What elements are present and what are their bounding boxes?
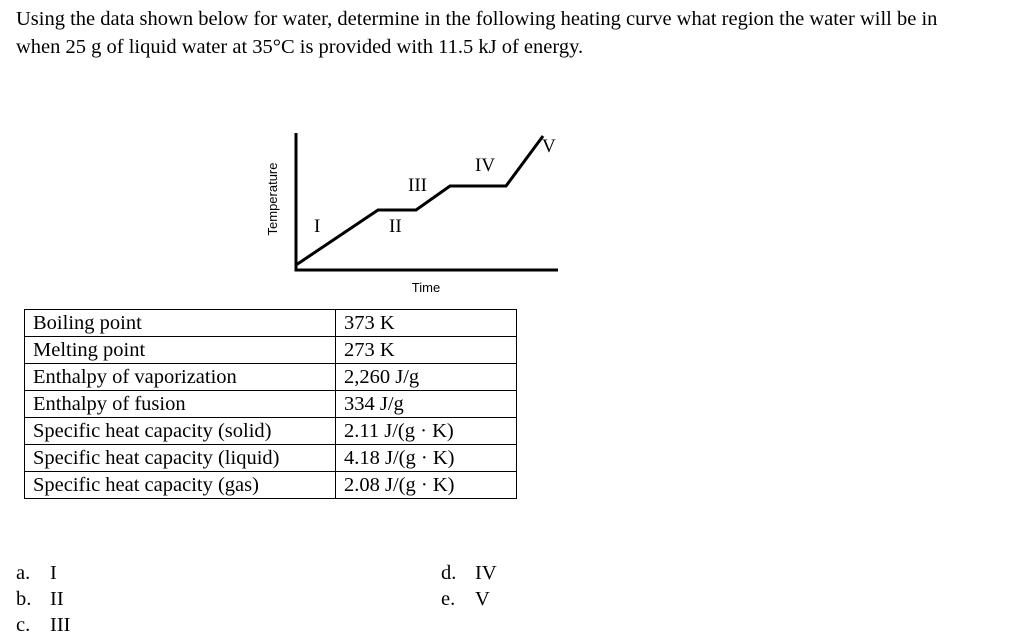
property-name: Boiling point bbox=[25, 310, 336, 337]
question-text bbox=[16, 5, 1016, 61]
region-label-i: I bbox=[314, 216, 321, 237]
option-d[interactable] bbox=[441, 560, 497, 586]
option-text: IV bbox=[475, 562, 497, 584]
table-row bbox=[25, 310, 517, 337]
property-value: 4.18 J/(g · K) bbox=[336, 445, 517, 472]
option-letter: a. bbox=[16, 562, 31, 584]
option-text: V bbox=[475, 588, 490, 610]
water-properties-table bbox=[24, 309, 517, 499]
property-value: 2.08 J/(g · K) bbox=[336, 472, 517, 499]
property-name: Enthalpy of vaporization bbox=[25, 364, 336, 391]
property-value: 373 K bbox=[336, 310, 517, 337]
region-label-ii: II bbox=[389, 216, 402, 237]
option-letter: b. bbox=[16, 588, 32, 610]
table-row bbox=[25, 364, 517, 391]
property-name: Enthalpy of fusion bbox=[25, 391, 336, 418]
option-letter: d. bbox=[441, 562, 457, 584]
table-row bbox=[25, 445, 517, 472]
table-row bbox=[25, 391, 517, 418]
table-row bbox=[25, 472, 517, 499]
y-axis-label: Temperature bbox=[265, 162, 280, 236]
option-b[interactable] bbox=[16, 586, 64, 612]
option-a[interactable] bbox=[16, 560, 57, 586]
option-text: I bbox=[50, 562, 57, 584]
property-name: Melting point bbox=[25, 337, 336, 364]
option-text: III bbox=[50, 614, 71, 636]
property-name: Specific heat capacity (gas) bbox=[25, 472, 336, 499]
region-label-iv: IV bbox=[475, 155, 496, 176]
question-line-2: when 25 g of liquid water at 35°C is provided with 11.5 kJ of energy. bbox=[16, 36, 584, 58]
property-name: Specific heat capacity (solid) bbox=[25, 418, 336, 445]
property-name: Specific heat capacity (liquid) bbox=[25, 445, 336, 472]
property-value: 334 J/g bbox=[336, 391, 517, 418]
table-row bbox=[25, 337, 517, 364]
property-value: 2.11 J/(g · K) bbox=[336, 418, 517, 445]
option-e[interactable] bbox=[441, 586, 490, 612]
property-value: 2,260 J/g bbox=[336, 364, 517, 391]
region-label-v: V bbox=[542, 136, 556, 157]
option-letter: c. bbox=[16, 614, 31, 636]
table-row bbox=[25, 418, 517, 445]
property-value: 273 K bbox=[336, 337, 517, 364]
region-label-iii: III bbox=[408, 175, 427, 196]
curve-line bbox=[296, 136, 543, 265]
option-c[interactable] bbox=[16, 612, 70, 638]
option-letter: e. bbox=[441, 588, 456, 610]
x-axis-label: Time bbox=[411, 280, 441, 295]
option-text: II bbox=[50, 588, 64, 610]
heating-curve bbox=[260, 125, 570, 305]
question-line-1: Using the data shown below for water, determine in the following heating curve what region the water will be in bbox=[16, 8, 938, 30]
